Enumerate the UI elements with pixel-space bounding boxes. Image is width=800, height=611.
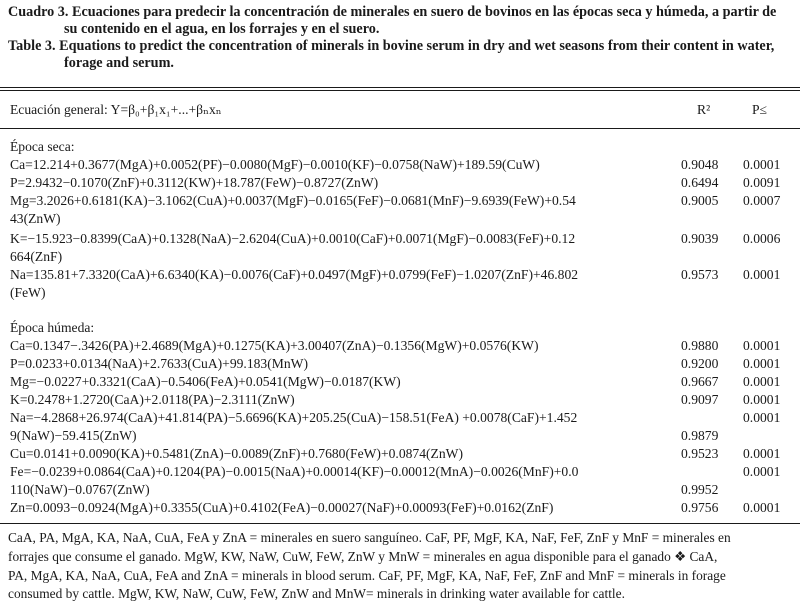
caption-en-line-2: forage and serum. bbox=[64, 55, 174, 71]
p-value: 0.0001 bbox=[743, 374, 781, 389]
p-value: 0.0001 bbox=[743, 446, 781, 461]
equation: K=−15.923−0.8399(CaA)+0.1328(NaA)−2.6204(CuA)+0.0010(CaF)+0.0071(MgF)−0.0083(FeF)+0.12 bbox=[10, 231, 576, 246]
table-caption bbox=[8, 4, 796, 72]
table-row bbox=[0, 391, 800, 409]
r2-value: 0.9756 bbox=[681, 500, 719, 515]
equation: Ca=12.214+0.3677(MgA)+0.0052(PF)−0.0080(MgF)−0.0010(KF)−0.0758(NaW)+189.59(CuW) bbox=[10, 157, 540, 172]
equation: P=0.0233+0.0134(NaA)+2.7633(CuA)+99.183(MnW) bbox=[10, 356, 308, 371]
table-row bbox=[0, 463, 800, 481]
equation: Zn=0.0093−0.0924(MgA)+0.3355(CuA)+0.4102(FeA)−0.00027(NaF)+0.00093(FeF)+0.0162(ZnF) bbox=[10, 500, 554, 515]
r2-value: 0.9523 bbox=[681, 446, 719, 461]
p-value: 0.0006 bbox=[743, 231, 781, 246]
table-row-continuation bbox=[0, 248, 800, 266]
header-equation: Ecuación general: Y=β₀+β₁x₁+...+βₙxₙ bbox=[10, 102, 222, 117]
r2-value: 0.9005 bbox=[681, 193, 719, 208]
table-row-continuation bbox=[0, 427, 800, 445]
r2-value: 0.9667 bbox=[681, 374, 719, 389]
section-wet-title: Época húmeda: bbox=[10, 320, 95, 335]
r2-value: 0.9048 bbox=[681, 157, 719, 172]
header-r2: R² bbox=[697, 102, 711, 117]
table-row-continuation bbox=[0, 481, 800, 499]
table-row-continuation bbox=[0, 284, 800, 302]
r2-value: 0.9573 bbox=[681, 267, 719, 282]
r2-value: 0.9879 bbox=[681, 428, 719, 443]
equation: Mg=3.2026+0.6181(KA)−3.1062(CuA)+0.0037(MgF)−0.0165(FeF)−0.0681(MnF)−9.6939(FeW)+0.54 bbox=[10, 193, 576, 208]
equation: Cu=0.0141+0.0090(KA)+0.5481(ZnA)−0.0089(ZnF)+0.7680(FeW)+0.0874(ZnW) bbox=[10, 446, 463, 461]
equation: Mg=−0.0227+0.3321(CaA)−0.5406(FeA)+0.0541(MgW)−0.0187(KW) bbox=[10, 374, 401, 389]
caption-es-line-1: Cuadro 3. Ecuaciones para predecir la concentración de minerales en suero de bovinos en las épocas seca y húmeda, a partir de bbox=[8, 4, 777, 20]
equation-continuation: 43(ZnW) bbox=[10, 211, 61, 226]
p-value: 0.0007 bbox=[743, 193, 781, 208]
equation-continuation: 664(ZnF) bbox=[10, 249, 63, 264]
table-row bbox=[0, 266, 800, 284]
r2-value: 0.6494 bbox=[681, 175, 719, 190]
table-row bbox=[0, 192, 800, 210]
table-row bbox=[0, 445, 800, 463]
p-value: 0.0001 bbox=[743, 392, 781, 407]
table-footnote bbox=[8, 529, 794, 604]
equation: Na=−4.2868+26.974(CaA)+41.814(PA)−5.6696(KA)+205.25(CuA)−158.51(FeA) +0.0078(CaF)+1.452 bbox=[10, 410, 578, 425]
p-value: 0.0001 bbox=[743, 500, 781, 515]
table-header bbox=[0, 97, 800, 119]
table-row-continuation bbox=[0, 210, 800, 228]
r2-value: 0.9039 bbox=[681, 231, 719, 246]
table-row bbox=[0, 355, 800, 373]
p-value: 0.0091 bbox=[743, 175, 781, 190]
table-row bbox=[0, 499, 800, 517]
equation-continuation: (FeW) bbox=[10, 285, 46, 300]
r2-value: 0.9880 bbox=[681, 338, 719, 353]
p-value: 0.0001 bbox=[743, 338, 781, 353]
header-rule bbox=[0, 128, 800, 129]
table-row bbox=[0, 156, 800, 174]
r2-value: 0.9200 bbox=[681, 356, 719, 371]
p-value: 0.0001 bbox=[743, 356, 781, 371]
header-p: P≤ bbox=[752, 102, 768, 117]
table-row bbox=[0, 373, 800, 391]
equation: K=0.2478+1.2720(CaA)+2.0118(PA)−2.3111(ZnW) bbox=[10, 392, 295, 407]
table-row bbox=[0, 174, 800, 192]
p-value: 0.0001 bbox=[743, 464, 781, 479]
footnote-line-4: consumed by cattle. MgW, KW, NaW, CuW, FeW, ZnW and MnW= minerals in drinking water available for cattle. bbox=[8, 586, 625, 602]
section-dry-title: Época seca: bbox=[10, 139, 75, 154]
p-value: 0.0001 bbox=[743, 267, 781, 282]
top-rule-double bbox=[0, 90, 800, 91]
equation-continuation: 110(NaW)−0.0767(ZnW) bbox=[10, 482, 150, 497]
table-row bbox=[0, 337, 800, 355]
caption-en-line-1: Table 3. Equations to predict the concentration of minerals in bovine serum in dry and wet seasons from their content in water, bbox=[8, 38, 775, 54]
equation: Ca=0.1347−.3426(PA)+2.4689(MgA)+0.1275(KA)+3.00407(ZnA)−0.1356(MgW)+0.0576(KW) bbox=[10, 338, 539, 353]
r2-value: 0.9952 bbox=[681, 482, 719, 497]
equation-continuation: 9(NaW)−59.415(ZnW) bbox=[10, 428, 137, 443]
equation: Na=135.81+7.3320(CaA)+6.6340(KA)−0.0076(CaF)+0.0497(MgF)+0.0799(FeF)−1.0207(ZnF)+46.802 bbox=[10, 267, 579, 282]
table-row bbox=[0, 409, 800, 427]
equation: Fe=−0.0239+0.0864(CaA)+0.1204(PA)−0.0015(NaA)+0.00014(KF)−0.00012(MnA)−0.0026(MnF)+0.0 bbox=[10, 464, 579, 479]
top-rule bbox=[0, 87, 800, 88]
r2-value: 0.9097 bbox=[681, 392, 719, 407]
footnote-line-3: PA, MgA, KA, NaA, CuA, FeA and ZnA = minerals in blood serum. CaF, PF, MgF, KA, NaF, FeF, ZnF and MnF = minerals in forage bbox=[8, 567, 726, 583]
footnote-line-1: CaA, PA, MgA, KA, NaA, CuA, FeA y ZnA = minerales en suero sanguíneo. CaF, PF, MgF, KA, NaF, FeF, ZnF y MnF = minerales en bbox=[8, 530, 731, 545]
p-value: 0.0001 bbox=[743, 157, 781, 172]
table-row bbox=[0, 230, 800, 248]
footnote-line-2: forrajes que consume el ganado. MgW, KW, NaW, CuW, FeW, ZnW y MnW = minerales en agua disponible para el ganado ❖ CaA, bbox=[8, 548, 718, 564]
caption-es-line-2: su contenido en el agua, en los forrajes y en el suero. bbox=[64, 21, 380, 37]
equation: P=2.9432−0.1070(ZnF)+0.3112(KW)+18.787(FeW)−0.8727(ZnW) bbox=[10, 175, 379, 190]
bottom-rule bbox=[0, 523, 800, 524]
p-value: 0.0001 bbox=[743, 410, 781, 425]
